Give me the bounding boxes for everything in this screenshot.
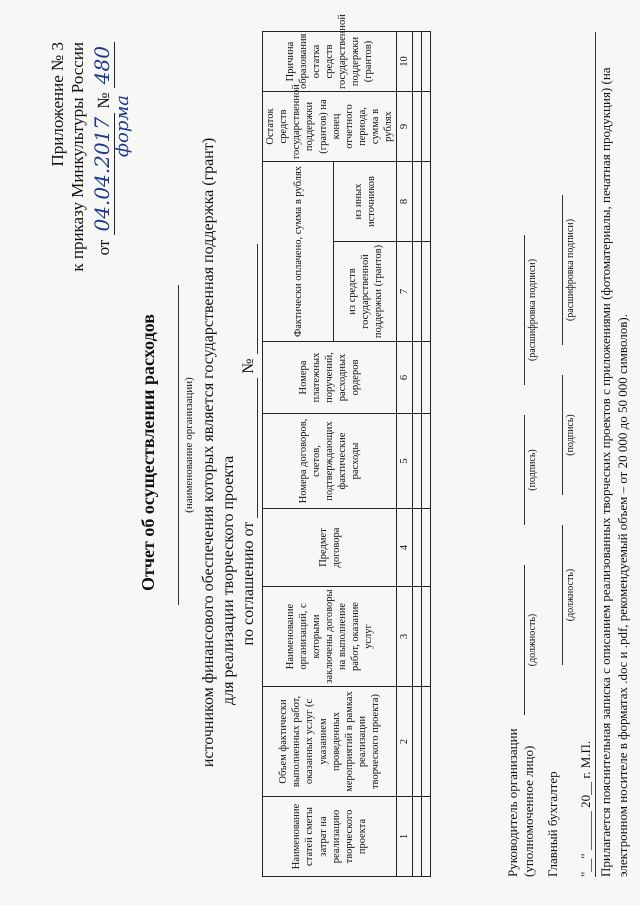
table-cell (422, 414, 431, 509)
table-cell (422, 162, 431, 242)
agreement-number-blank (243, 244, 258, 354)
handwritten-date: 04.04.2017 (90, 113, 115, 236)
table-cell (422, 242, 431, 342)
agreement-prefix: по соглашению от (240, 521, 257, 646)
header-contractors: Наименование организаций, с которыми заключены договоры на выполнение работ, оказание услуг (263, 587, 397, 687)
table-cell (422, 342, 431, 414)
head-decode-caption: (расшифровка подписи) (527, 258, 538, 362)
appendix-title: Приложение № 3 (48, 42, 67, 167)
accountant-signature-blank (560, 375, 563, 495)
table-cell (422, 797, 431, 877)
column-number: 5 (397, 414, 413, 509)
table-row (422, 32, 431, 877)
accountant-position-caption: (должность) (565, 568, 576, 622)
handwritten-form-label: форма (112, 95, 133, 158)
accountant-decode-caption: (расшифровка подписи) (565, 218, 576, 322)
column-number: 4 (397, 509, 413, 587)
org-name-caption: (наименование организации) (183, 377, 195, 513)
table-cell (413, 587, 422, 687)
column-number: 7 (397, 242, 413, 342)
column-number: 8 (397, 162, 413, 242)
agreement-number-prefix: № (240, 358, 257, 374)
header-contract-numbers: Номера договоров, счетов, подтверждающих фактические расходы (263, 414, 397, 509)
header-cost-items: Наименование статей сметы затрат на реализацию творческого проекта (263, 797, 397, 877)
table-cell (413, 509, 422, 587)
handwritten-number: 480 (90, 42, 115, 88)
header-paid-from-other: из иных источников (334, 162, 397, 242)
head-position-caption: (должность) (527, 613, 538, 667)
head-label-line2: (уполномоченное лицо) (520, 745, 536, 877)
table-cell (413, 242, 422, 342)
accountant-position-blank (560, 525, 563, 665)
accountant-decode-blank (560, 195, 563, 345)
appendix-order-reference: к приказу Минкультуры России (68, 42, 87, 272)
head-position-blank (522, 565, 525, 715)
header-paid-from-grant: из средств государственной поддержки (грантов) (334, 242, 397, 342)
header-work-volume: Объем фактически выполненных работ, оказанных услуг (с указанием проведенных мероприятий в рамках реализации творческого проекта) (263, 687, 397, 797)
table-cell (413, 797, 422, 877)
table-cell (422, 92, 431, 162)
head-decode-blank (522, 235, 525, 385)
footer-divider (595, 32, 596, 877)
head-label-line1: Руководитель организации (505, 728, 520, 877)
report-title: Отчет об осуществлении расходов (138, 314, 158, 591)
signing-date-line: "__" ______ 20__ г. М.П. (578, 740, 593, 877)
table-cell (413, 414, 422, 509)
head-signature-blank (522, 415, 525, 525)
header-balance-reason: Причина образования остатка средств государственной поддержки (грантов) (263, 32, 397, 92)
table-cell (422, 32, 431, 92)
table-cell (422, 687, 431, 797)
table-cell (413, 342, 422, 414)
table-cell (413, 162, 422, 242)
column-number: 3 (397, 587, 413, 687)
footer-note: Прилагается пояснительная записка с описанием реализованных творческих проектов с приложениями (фотоматериалы, печатная продукция) (на электронном носителе в форматах .doc и .pdf, рекомендуемый объем – от 20 000 до 50 000 символов). (598, 67, 630, 877)
header-balance: Остаток средств государственной поддержки (грантов) на конец отчетного периода, сумма в рублях (263, 92, 397, 162)
header-actually-paid: Фактически оплачено, сумма в рублях (263, 162, 334, 342)
table-cell (422, 587, 431, 687)
column-number: 10 (397, 32, 413, 92)
table-cell (413, 92, 422, 162)
column-number: 9 (397, 92, 413, 162)
table-row (413, 32, 422, 877)
date-prefix: от (94, 239, 113, 256)
expense-report-table (262, 14, 431, 877)
header-payment-orders: Номера платежных поручений, расходных ордеров (263, 342, 397, 414)
head-label (505, 728, 536, 877)
accountant-label: Главный бухгалтер (545, 771, 560, 877)
table-cell (422, 509, 431, 587)
table-cell (413, 32, 422, 92)
column-number: 1 (397, 797, 413, 877)
table-header-row (263, 32, 334, 877)
agreement-line (240, 165, 258, 725)
project-line: для реализации творческого проекта (220, 455, 237, 705)
agreement-date-blank (243, 378, 258, 518)
column-number: 2 (397, 687, 413, 797)
head-signature-caption: (подпись) (527, 449, 538, 491)
table-cell (413, 687, 422, 797)
org-name-blank (176, 285, 179, 605)
funding-source-line: источником финансового обеспечения которых является государственная поддержка (грант) (200, 137, 217, 768)
column-number: 6 (397, 342, 413, 414)
number-prefix: № (94, 92, 113, 109)
header-contract-subject: Предмет договора (263, 509, 397, 587)
accountant-signature-caption: (подпись) (565, 414, 576, 456)
table-number-row (397, 32, 413, 877)
